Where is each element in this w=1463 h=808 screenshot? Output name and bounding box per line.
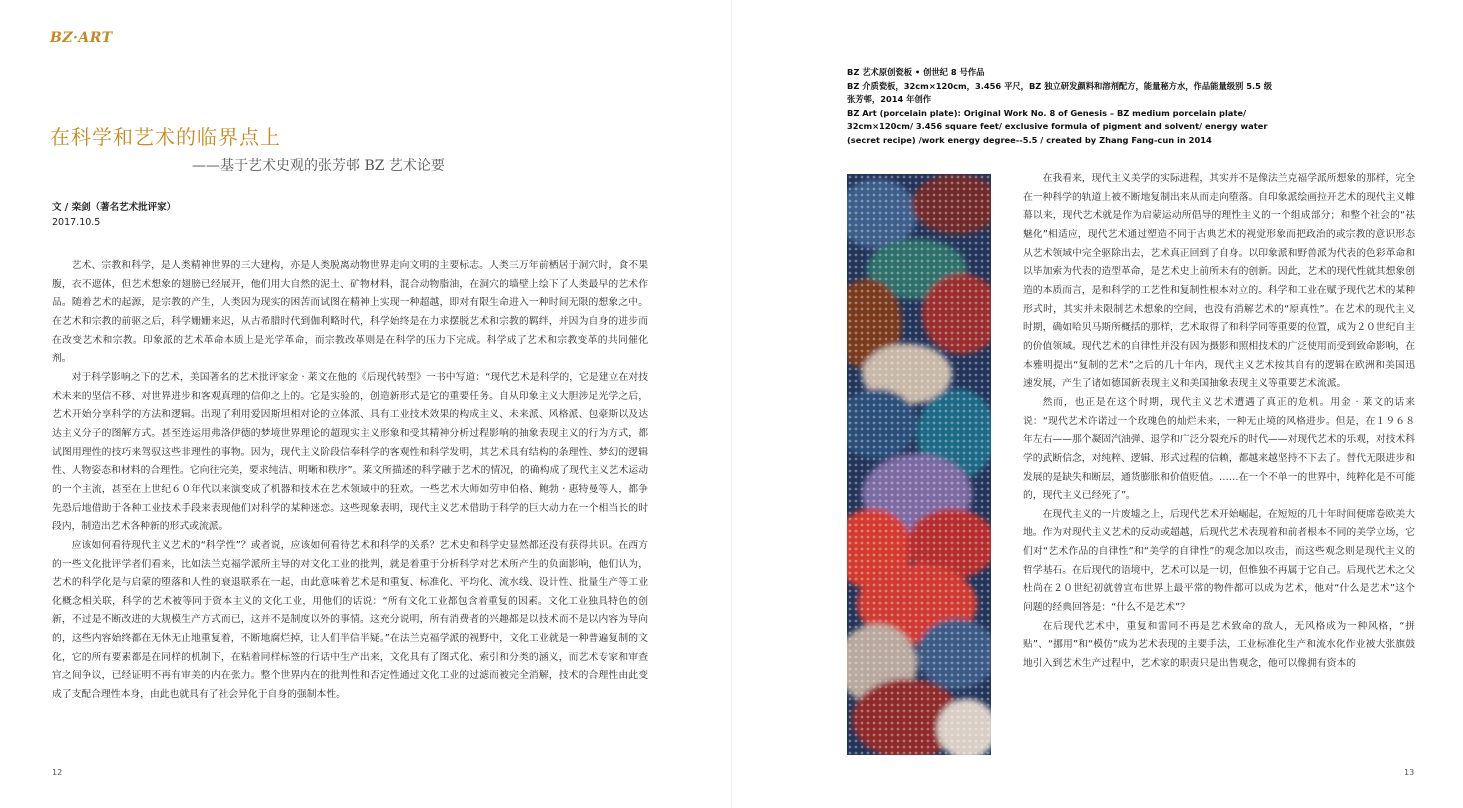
paragraph: 然而，也正是在这个时期，现代主义艺术遭遇了真正的危机。用金 · 莱文的话来说：“现代艺术许诺过一个玫瑰色的灿烂未来，一种无止境的风格进步。但是，在１９６８年左右——那个凝固汽油弹、退学和广泛分裂充斥的时代——对现代艺术的乐观，对技术科学的武断信念，对纯粹、逻辑、形式过程的信赖，都越来越坚持不下去了。替代无限进步和发展的是缺失和断层，通货膨胀和价值贬值。……在一个不单一的世界中，纯粹化是不可能的，现代主义已经死了”。	[1023, 396, 1415, 502]
caption-line: 张芳邨，2014 年创作	[847, 94, 932, 104]
paragraph: 应该如何看待现代主义艺术的“科学性”？或者说，应该如何看待艺术和科学的关系？艺术史和科学史显然都还没有获得共识。在西方的一些文化批评学者们看来，比如法兰克福学派所主导的对文化工业的批判，就是着重于分析科学对艺术所产生的负面影响，他们认为，艺术的科学化是与启蒙的堕落和人性的衰退联系在一起，由此意味着艺术是和重复、标准化、平均化、流水线、设计性、批量生产等工业化概念相关联，科学的艺术被等同于资本主义的文化工业，用他们的话说：“所有文化工业都包含着重复的因素。文化工业独具特色的创新，不过是不断改进的大规模生产方式而已，这并不是制度以外的事情。这充分说明，所有消费者的兴趣都是以技术而不是以内容为导向的，这些内容始终都在无休无止地重复着，不断地腐烂掉，让人们半信半疑。”在法兰克福学派的视野中，文化工业就是一种普遍复制的文化，它的所有要素都是在同样的机制下，在粘着同样标签的行话中生产出来，文化具有了图式化、索引和分类的涵义，而艺术专家和审查官之间争议，已经证明不再有审美的内在张力。整个世界内在的批判性和否定性通过文化工业的过滤而被完全消解，技术的合理性由此变成了支配合理性本身，由此也就具有了社会异化于自身的强制本性。	[52, 539, 648, 701]
right-body-text	[1023, 170, 1415, 674]
bz-art-logo: BZ·ART	[50, 30, 113, 46]
artwork-painting	[847, 174, 991, 755]
paragraph: 对于科学影响之下的艺术，美国著名的艺术批评家金 · 莱文在他的《后现代转型》一书中写道：“现代艺术是科学的，它是建立在对技术未来的坚信不移、对世界进步和客观真理的信仰之上的。它是实验的，创造新形式是它的重要任务。自从印象主义大胆涉足光学之后，艺术开始分享科学的方法和逻辑。出现了利用爱因斯坦相对论的立体派、具有工业技术效果的构成主义、未来派、风格派、包豪斯以及达达主义分子的图解方式。甚至连运用弗洛伊德的梦境世界理论的超现实主义形象和受其精神分析过程影响的抽象表现主义的行为方式，都试图用理性的技巧来驾驭这些非理性的事物。因为，现代主义阶段信奉科学的客观性和科学发明，其艺术具有结构的条理性、梦幻的逻辑性、人物姿态和材料的合理性。它向往完美，要求纯洁、明晰和秩序”。莱文所描述的科学融于艺术的情况，的确构成了现代主义艺术运动的一个主流，甚至在上世纪６０年代以来演变成了机器和技术在艺术领域中的狂欢。一些艺术大师如劳申伯格、鲍勃 · 惠特曼等人，都争先恐后地借助于各种工业技术手段来表现他们对科学的某种迷恋。这些现象表明，现代主义艺术借助于科学的巨大动力在一个相当长的时段内，制造出艺术各种新的形式或流派。	[52, 371, 648, 533]
paragraph: 在我看来，现代主义美学的实际进程，其实并不是像法兰克福学派所想象的那样，完全在一种科学的轨道上被不断地复制出来从而走向堕落。自印象派绘画拉开艺术的现代主义帷幕以来，现代艺术就是作为启蒙运动所倡导的理性主义的一个组成部分；和整个社会的“祛魅化”相适应，现代艺术通过塑造不同于古典艺术的视觉形象而把政治的或宗教的意识形态从艺术领域中完全驱除出去，艺术真正回到了自身。以印象派和野兽派为代表的色彩革命和以毕加索为代表的造型革命，是艺术史上前所未有的创新。因此，艺术的现代性就其想象创造的本质而言，是和科学的工艺性和复制性根本对立的。科学和工业在赋予现代艺术的某种形式时，其实并未限制艺术想象的空间，也没有消解艺术的“原真性”。在艺术的现代主义时期，确如哈贝马斯所概括的那样，艺术取得了和科学同等重要的位置，成为２０世纪自主的价值领域。现代艺术的自律性并没有因为摄影和照相技术的广泛使用而受到致命影响，在本雅明提出“复制的艺术”之后的几十年内，现代主义艺术按其自有的逻辑在欧洲和美国迅速发展，产生了诸如德国新表现主义和美国抽象表现主义等重要艺术流派。	[1023, 173, 1415, 390]
caption-line: BZ 艺术原创瓷板 • 创世纪 8 号作品	[847, 67, 985, 77]
page-number-right: 13	[1404, 768, 1415, 777]
paragraph: 艺术、宗教和科学，是人类精神世界的三大建构，亦是人类脱离动物世界走向文明的主要标志。人类三万年前栖居于洞穴时，食不果腹，衣不遮体，但艺术想象的翅膀已经展开，他们用大自然的泥土、矿物材料，混合动物脂油，在洞穴的墙壁上绘下了人类最早的艺术作品。随着艺术的起源，是宗教的产生，人类因为现实的困苦而试图在精神上实现一种超越，即对有限生命进入一种时间无限的想象之中。在艺术和宗教的前驱之后，科学姗姗来迟，从古希腊时代到伽利略时代，科学始终是在力求摆脱艺术和宗教的羁绊，并因为自身的进步而在改变艺术和宗教。印象派的艺术革命本质上是光学革命，而宗教改革则是在科学的压力下完成。科学成了艺术和宗教变革的共同催化剂。	[52, 260, 648, 365]
artwork-caption	[847, 66, 1302, 147]
article-date: 2017.10.5	[52, 217, 101, 228]
left-body-text	[52, 257, 648, 705]
left-page	[0, 0, 731, 808]
paragraph: 在后现代艺术中，重复和雷同不再是艺术致命的敌人，无风格成为一种风格，“拼贴”、“挪用”和“模仿”成为艺术表现的主要手法，工业标准化生产和流水化作业被大张旗鼓地引入到艺术生产过程中，艺术家的职责只是出售观念，他可以像拥有资本的	[1023, 620, 1415, 670]
article-title: 在科学和艺术的临界点上	[50, 125, 281, 149]
caption-line: BZ 介质瓷板，32cm×120cm，3.456 平尺，BZ 独立研发颜料和溶剂配方，能量秘方水，作品能量级别 5.5 级	[847, 80, 1273, 91]
right-page	[732, 0, 1463, 808]
article-subtitle: ——基于艺术史观的张芳邨 BZ 艺术论要	[192, 158, 445, 174]
article-author: 文 / 栾剑（著名艺术批评家）	[52, 202, 177, 213]
caption-line: BZ Art (porcelain plate): Original Work No. 8 of Genesis – BZ medium porcelain plate/ 32cm×120cm/ 3.456 square feet/ exclusive formula of pigment and solvent/ energy water (secret recipe) /work energy degree--5.5 / created by Zhang Fang-cun in 2014	[847, 107, 1268, 145]
paragraph: 在现代主义的一片废墟之上，后现代艺术开始崛起，在短短的几十年时间便席卷欧美大地。作为对现代主义艺术的反动或超越，后现代艺术表现着和前者根本不同的美学立场，它们对“艺术作品的自律性”和“美学的自律性”的观念加以攻击，而这些观念则是现代主义的哲学基石。在后现代的语境中，艺术可以是一切，但惟独不再属于它自己。后现代艺术之父杜尚在２０世纪初就曾宣布世界上最平常的物件都可以成为艺术，他对“什么是艺术”这个问题的经典回答是：“什么不是艺术”？	[1023, 508, 1415, 614]
page-number-left: 12	[52, 768, 63, 777]
